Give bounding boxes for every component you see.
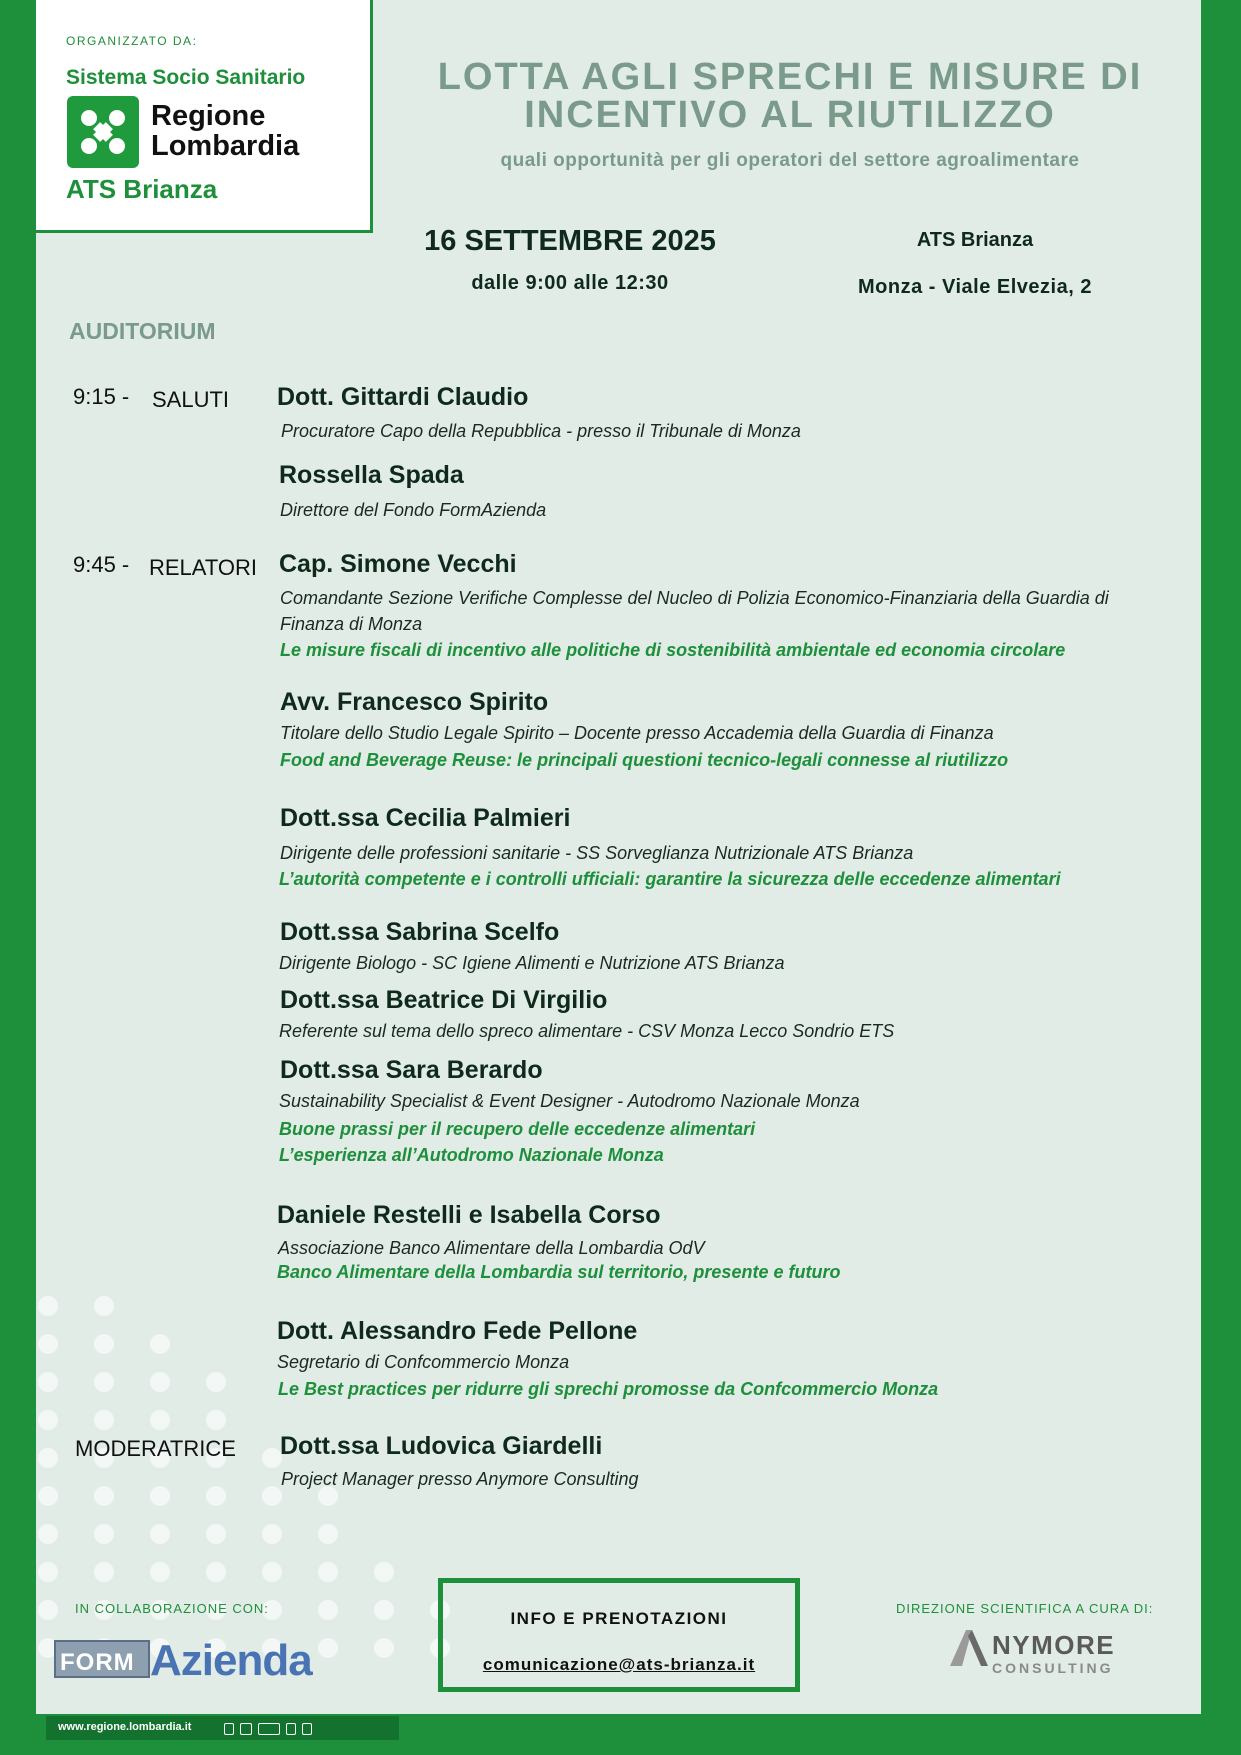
decorative-dot: [38, 1372, 58, 1392]
twitter-icon[interactable]: [240, 1723, 252, 1735]
decorative-dot: [150, 1486, 170, 1506]
info-email-link[interactable]: comunicazione@ats-brianza.it: [482, 1655, 756, 1674]
decorative-dot: [206, 1562, 226, 1582]
moderator-role: Project Manager presso Anymore Consulting: [281, 1469, 639, 1489]
info-title: INFO E PRENOTAZIONI: [510, 1609, 728, 1628]
decorative-dot: [150, 1334, 170, 1354]
decorative-dot: [374, 1600, 394, 1620]
speaker-name: Dott. Gittardi Claudio: [277, 383, 529, 411]
decorative-dot: [150, 1372, 170, 1392]
decorative-dot: [206, 1524, 226, 1544]
anymore-a-icon: [950, 1628, 988, 1668]
speaker-role: Titolare dello Studio Legale Spirito – Docente presso Accademia della Guardia di Finanza: [280, 723, 994, 743]
decorative-dot: [38, 1334, 58, 1354]
decorative-dot: [94, 1372, 114, 1392]
saluti-time: 9:15 -: [73, 384, 130, 409]
speaker-role: Associazione Banco Alimentare della Lombardia OdV: [278, 1238, 705, 1258]
decorative-dot: [94, 1562, 114, 1582]
speaker-role: Procuratore Capo della Repubblica - presso il Tribunale di Monza: [281, 421, 801, 441]
youtube-icon[interactable]: [258, 1723, 280, 1735]
formazienda-logo: [54, 1636, 329, 1686]
speaker-topic: L’esperienza all’Autodromo Nazionale Monza: [279, 1145, 664, 1165]
speaker-name: Rossella Spada: [279, 461, 464, 489]
decorative-dot: [374, 1562, 394, 1582]
anymore-consulting-logo: [950, 1628, 1120, 1678]
speaker-role: Referente sul tema dello spreco alimentare - CSV Monza Lecco Sondrio ETS: [279, 1021, 895, 1041]
decorative-dot: [38, 1410, 58, 1430]
speaker-topic: Food and Beverage Reuse: le principali questioni tecnico-legali connesse al riutilizzo: [280, 750, 1009, 770]
region-line2: Lombardia: [151, 130, 300, 162]
decorative-dot: [318, 1524, 338, 1544]
speaker-name: Dott.ssa Sara Berardo: [280, 1056, 543, 1084]
formazienda-part2: Azienda: [150, 1636, 312, 1685]
decorative-dot: [94, 1524, 114, 1544]
speaker-role: Dirigente Biologo - SC Igiene Alimenti e Nutrizione ATS Brianza: [279, 953, 785, 973]
decorative-dot: [262, 1448, 282, 1468]
decorative-dot: [206, 1410, 226, 1430]
speaker-topic: Buone prassi per il recupero delle eccedenze alimentari: [279, 1119, 756, 1139]
organizer-label: ORGANIZZATO DA:: [66, 34, 198, 48]
speaker-topic: L’autorità competente e i controlli ufficiali: garantire la sicurezza delle eccedenze alimentari: [279, 869, 1061, 889]
form-box: [54, 1640, 150, 1678]
decorative-dot: [94, 1486, 114, 1506]
collaboration-label: IN COLLABORAZIONE CON:: [75, 1601, 269, 1616]
speaker-name: Dott.ssa Cecilia Palmieri: [280, 804, 571, 832]
speaker-name: Daniele Restelli e Isabella Corso: [277, 1201, 661, 1229]
anymore-name: NYMORE: [992, 1630, 1116, 1660]
saluti-label: SALUTI: [152, 387, 230, 412]
decorative-dot: [262, 1524, 282, 1544]
decorative-dot: [318, 1600, 338, 1620]
organizer-system: Sistema Socio Sanitario: [66, 66, 306, 89]
regione-lombardia-logo-icon: [67, 96, 139, 168]
event-title-line2: INCENTIVO AL RIUTILIZZO: [524, 94, 1056, 136]
relatori-time: 9:45 -: [73, 552, 130, 577]
event-title-line1: LOTTA AGLI SPRECHI E MISURE DI: [437, 56, 1143, 98]
decorative-dot: [38, 1486, 58, 1506]
info-box: [438, 1578, 800, 1692]
event-date: 16 SETTEMBRE 2025: [424, 225, 716, 257]
decorative-dot: [262, 1562, 282, 1582]
event-subtitle: quali opportunità per gli operatori del settore agroalimentare: [500, 150, 1080, 171]
decorative-dot: [150, 1524, 170, 1544]
decorative-dot: [206, 1372, 226, 1392]
moderator-name: Dott.ssa Ludovica Giardelli: [280, 1432, 603, 1460]
decorative-dot: [38, 1600, 58, 1620]
decorative-dot: [94, 1334, 114, 1354]
region-line1: Regione: [151, 100, 266, 132]
room-label: AUDITORIUM: [69, 318, 216, 344]
speaker-role: Comandante Sezione Verifiche Complesse del Nucleo di Polizia Economico-Finanziaria della Guardia di Finanza di Monza: [280, 588, 1109, 634]
decorative-dot: [318, 1562, 338, 1582]
website-link[interactable]: www.regione.lombardia.it: [58, 1721, 192, 1733]
event-time: dalle 9:00 alle 12:30: [471, 272, 669, 294]
scientific-direction-label: DIREZIONE SCIENTIFICA A CURA DI:: [896, 1601, 1154, 1616]
decorative-dot: [150, 1410, 170, 1430]
speaker-name: Dott.ssa Beatrice Di Virgilio: [280, 986, 608, 1014]
speaker-role: Dirigente delle professioni sanitarie - SS Sorveglianza Nutrizionale ATS Brianza: [280, 843, 914, 863]
decorative-dot: [38, 1562, 58, 1582]
website-strip: [46, 1716, 399, 1740]
anymore-subtitle: CONSULTING: [992, 1660, 1114, 1676]
organizer-logo-box: [36, 0, 373, 233]
event-title: [420, 58, 1160, 134]
regione-lombardia-wordmark: [151, 101, 299, 161]
speaker-role: Segretario di Confcommercio Monza: [277, 1352, 570, 1372]
speaker-name: Avv. Francesco Spirito: [280, 688, 549, 716]
decorative-dot: [206, 1486, 226, 1506]
instagram-icon[interactable]: [302, 1723, 312, 1735]
venue-name: ATS Brianza: [916, 229, 1034, 251]
speaker-name: Cap. Simone Vecchi: [279, 550, 517, 578]
speaker-name: Dott.ssa Sabrina Scelfo: [280, 918, 560, 946]
speaker-role: Direttore del Fondo FormAzienda: [280, 500, 547, 520]
decorative-dot: [38, 1448, 58, 1468]
decorative-dot: [94, 1410, 114, 1430]
venue-address: Monza - Viale Elvezia, 2: [858, 276, 1092, 298]
speaker-role: Sustainability Specialist & Event Designer - Autodromo Nazionale Monza: [279, 1091, 860, 1111]
speaker-topic: Le Best practices per ridurre gli sprechi promosse da Confcommercio Monza: [278, 1379, 939, 1399]
organizer-agency: ATS Brianza: [66, 174, 218, 204]
relatori-label: RELATORI: [149, 555, 257, 580]
decorative-dot: [150, 1562, 170, 1582]
linkedin-icon[interactable]: [286, 1723, 296, 1735]
moderatrice-label: MODERATRICE: [75, 1436, 236, 1461]
decorative-dot: [94, 1296, 114, 1316]
speaker-name: Dott. Alessandro Fede Pellone: [277, 1317, 638, 1345]
speaker-topic: Le misure fiscali di incentivo alle politiche di sostenibilità ambientale ed economia circolare: [280, 640, 1066, 660]
speaker-topic: Banco Alimentare della Lombardia sul territorio, presente e futuro: [277, 1262, 841, 1282]
decorative-dot: [38, 1524, 58, 1544]
decorative-dot: [38, 1296, 58, 1316]
facebook-icon[interactable]: [224, 1723, 234, 1735]
formazienda-part1: FORM: [60, 1649, 135, 1676]
decorative-dot: [262, 1486, 282, 1506]
decorative-dot: [374, 1638, 394, 1658]
